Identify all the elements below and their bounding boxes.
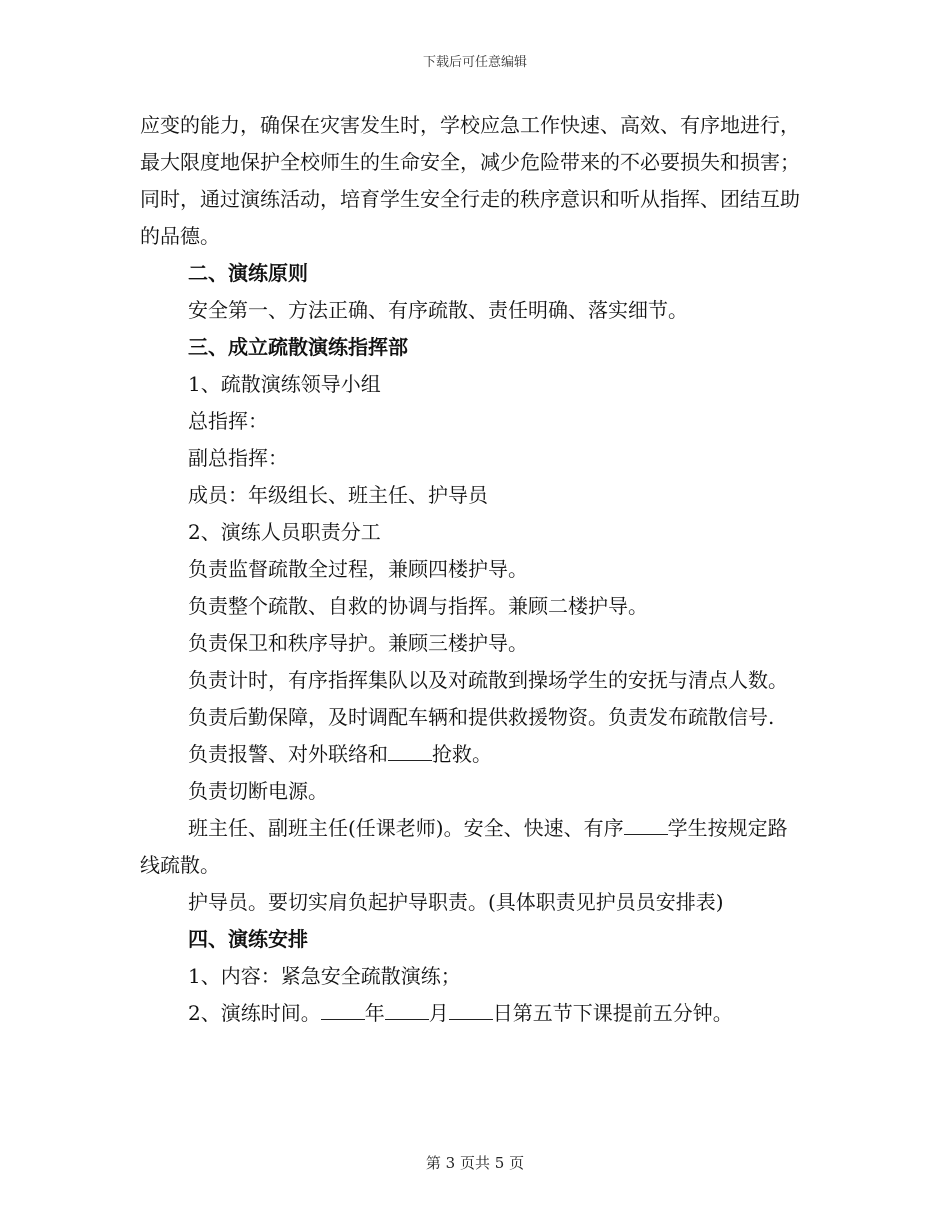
page-footer: 第 3 页共 5 页 <box>425 1154 525 1172</box>
heading-principles: 二、演练原则 <box>188 261 308 285</box>
time-day-rest: 日第五节下课提前五分钟。 <box>492 1001 733 1025</box>
paragraph-commander: 总指挥： <box>188 409 268 433</box>
paragraph-duties: 2、演练人员职责分工 <box>188 520 381 544</box>
fill-blank-day <box>449 1001 493 1020</box>
fill-blank-month <box>385 1001 429 1020</box>
document-body <box>140 107 800 1032</box>
paragraph-principles: 安全第一、方法正确、有序疏散、责任明确、落实细节。 <box>188 298 688 322</box>
alarm-text-before: 负责报警、对外联络和 <box>188 742 388 766</box>
paragraph-duty-supervise: 负责监督疏散全过程，兼顾四楼护导。 <box>188 557 528 581</box>
fill-blank <box>624 816 668 835</box>
alarm-text-after: 抢救。 <box>432 742 492 766</box>
paragraph-deputy: 副总指挥： <box>188 446 288 470</box>
paragraph-members: 成员：年级组长、班主任、护导员 <box>188 483 488 507</box>
paragraph-duty-security: 负责保卫和秩序导护。兼顾三楼护导。 <box>188 631 528 655</box>
time-year: 年 <box>364 1001 385 1025</box>
fill-blank <box>388 742 432 761</box>
time-month: 月 <box>428 1001 449 1025</box>
paragraph-duty-coordinate: 负责整个疏散、自救的协调与指挥。兼顾二楼护导。 <box>188 594 648 618</box>
teacher-text-before: 班主任、副班主任(任课老师)。安全、快速、有序 <box>188 816 624 840</box>
paragraph-duty-teacher <box>140 810 800 884</box>
paragraph-content: 1、内容：紧急安全疏散演练； <box>188 964 461 988</box>
paragraph-duty-guard: 护导员。要切实肩负起护导职责。(具体职责见护员员安排表) <box>188 890 724 914</box>
paragraph-leadership: 1、疏散演练领导小组 <box>188 372 381 396</box>
teacher-text-after: 学生按规定路线疏散。 <box>140 816 788 877</box>
time-label: 2、演练时间。 <box>188 1001 321 1025</box>
paragraph-duty-alarm <box>140 736 800 773</box>
paragraph-time <box>140 995 800 1032</box>
paragraph-duty-timing: 负责计时，有序指挥集队以及对疏散到操场学生的安抚与清点人数。 <box>188 668 788 692</box>
fill-blank-year <box>321 1001 365 1020</box>
heading-arrangement: 四、演练安排 <box>188 927 308 951</box>
page-header: 下载后可任意编辑 <box>422 55 527 70</box>
paragraph-duty-logistics: 负责后勤保障，及时调配车辆和提供救援物资。负责发布疏散信号. <box>188 705 775 729</box>
heading-command: 三、成立疏散演练指挥部 <box>188 335 408 359</box>
paragraph-duty-power: 负责切断电源。 <box>188 779 328 803</box>
paragraph-intro: 应变的能力，确保在灾害发生时，学校应急工作快速、高效、有序地进行，最大限度地保护全校师生的生命安全，减少危险带来的不必要损失和损害；同时，通过演练活动，培育学生安全行走的秩序意识和听从指挥、团结互助的品德。 <box>140 113 800 248</box>
